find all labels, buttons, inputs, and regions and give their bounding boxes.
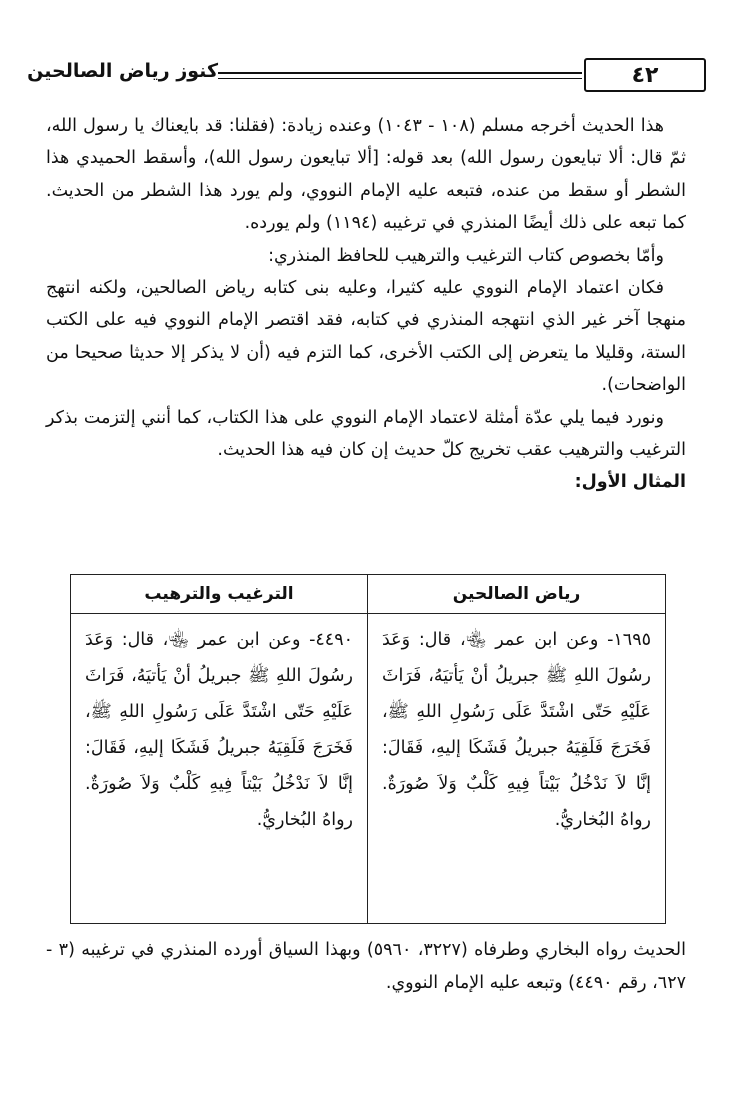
- comparison-table: [70, 574, 666, 924]
- paragraph-1: هذا الحديث أخرجه مسلم (١٠٨ - ١٠٤٣) وعنده زيادة: (فقلنا: قد بايعناك يا رسول الله، ثمّ قال: ألا تبايعون رسول الله) بعد قوله: [ألا تبايعون رسول الله)، وأسقط الحميدي هذا الشطر أو سقط من عنده، فتبعه عليه الإمام النووي، ولم يورد هذا الشطر من الحديث. كما تبعه على ذلك أيضًا المنذري في ترغيبه (١١٩٤) ولم يورده.: [46, 116, 686, 234]
- header-rule-thin: [218, 78, 582, 79]
- page-number: ٤٢: [631, 62, 659, 88]
- takhrij-paragraph: الحديث رواه البخاري وطرفاه (٣٢٢٧، ٥٩٦٠) وبهذا السياق أورده المنذري في ترغيبه (٣ - ٦٢٧، رقم ٤٤٩٠) وتبعه عليه الإمام النووي.: [46, 940, 686, 993]
- riyad-column: [368, 575, 665, 923]
- header-rule: [218, 72, 582, 74]
- paragraph-4: ونورد فيما يلي عدّة أمثلة لاعتماد الإمام النووي على هذا الكتاب، كما أنني إلتزمت بذكر الترغيب والترهيب عقب تخريج كلّ حديث إن كان فيه هذا الحديث.: [46, 407, 686, 461]
- page-number-box: [584, 58, 706, 92]
- targhib-column-header: الترغيب والترهيب: [71, 575, 367, 614]
- riyad-hadith-text: ١٦٩٥- وعن ابن عمر ﵄، قال: وَعَدَ رسُولَ اللهِ ﷺ جبريلُ أنْ يَأتيَهُ، فَرَاثَ عَلَيْهِ حَتّى اشْتَدَّ عَلَى رَسُولِ اللهِ ﷺ، فَخَرَجَ فَلَقِيَهُ جبريلُ فَشَكَا إليهِ، فَقَالَ: إنَّا لاَ نَدْخُلُ بَيْتاً فِيهِ كَلْبٌ وَلاَ صُورَةٌ. رواهُ البُخاريُّ.: [382, 630, 651, 830]
- example-heading: المثال الأول:: [574, 472, 686, 493]
- riyad-column-header: رياض الصالحين: [368, 575, 665, 614]
- paragraph-3: فكان اعتماد الإمام النووي عليه كثيرا، وعليه بنى كتابه رياض الصالحين، ولكنه انتهج منهجا آخر غير الذي انتهجه المنذري في كتابه، فقد اقتصر الإمام النووي فيه على الكتب الستة، وقليلا ما يتعرض إلى الكتب الأخرى، كما التزم فيه (أن لا يذكر إلا حديثا صحيحا من الواضحات).: [46, 278, 686, 396]
- paragraph-2: وأمّا بخصوص كتاب الترغيب والترهيب للحافظ المنذري:: [268, 245, 664, 266]
- main-text: [46, 110, 686, 499]
- targhib-hadith-text: ٤٤٩٠- وعن ابن عمر ﵄، قال: وَعَدَ رسُولَ اللهِ ﷺ جبريلُ أنْ يَأتيَهُ، فَرَاثَ عَلَيْهِ حَتّى اشْتَدَّ عَلَى رَسُولِ اللهِ ﷺ، فَخَرَجَ فَلَقِيَهُ جبريلُ فَشَكَا إليهِ، فَقَالَ: إنَّا لاَ نَدْخُلُ بَيْتاً فِيهِ كَلْبٌ وَلاَ صُورَةٌ. رواهُ البُخاريُّ.: [85, 630, 353, 830]
- page-header: [28, 58, 706, 94]
- targhib-column: [71, 575, 368, 923]
- running-title: كنوز رياض الصالحين: [27, 60, 218, 82]
